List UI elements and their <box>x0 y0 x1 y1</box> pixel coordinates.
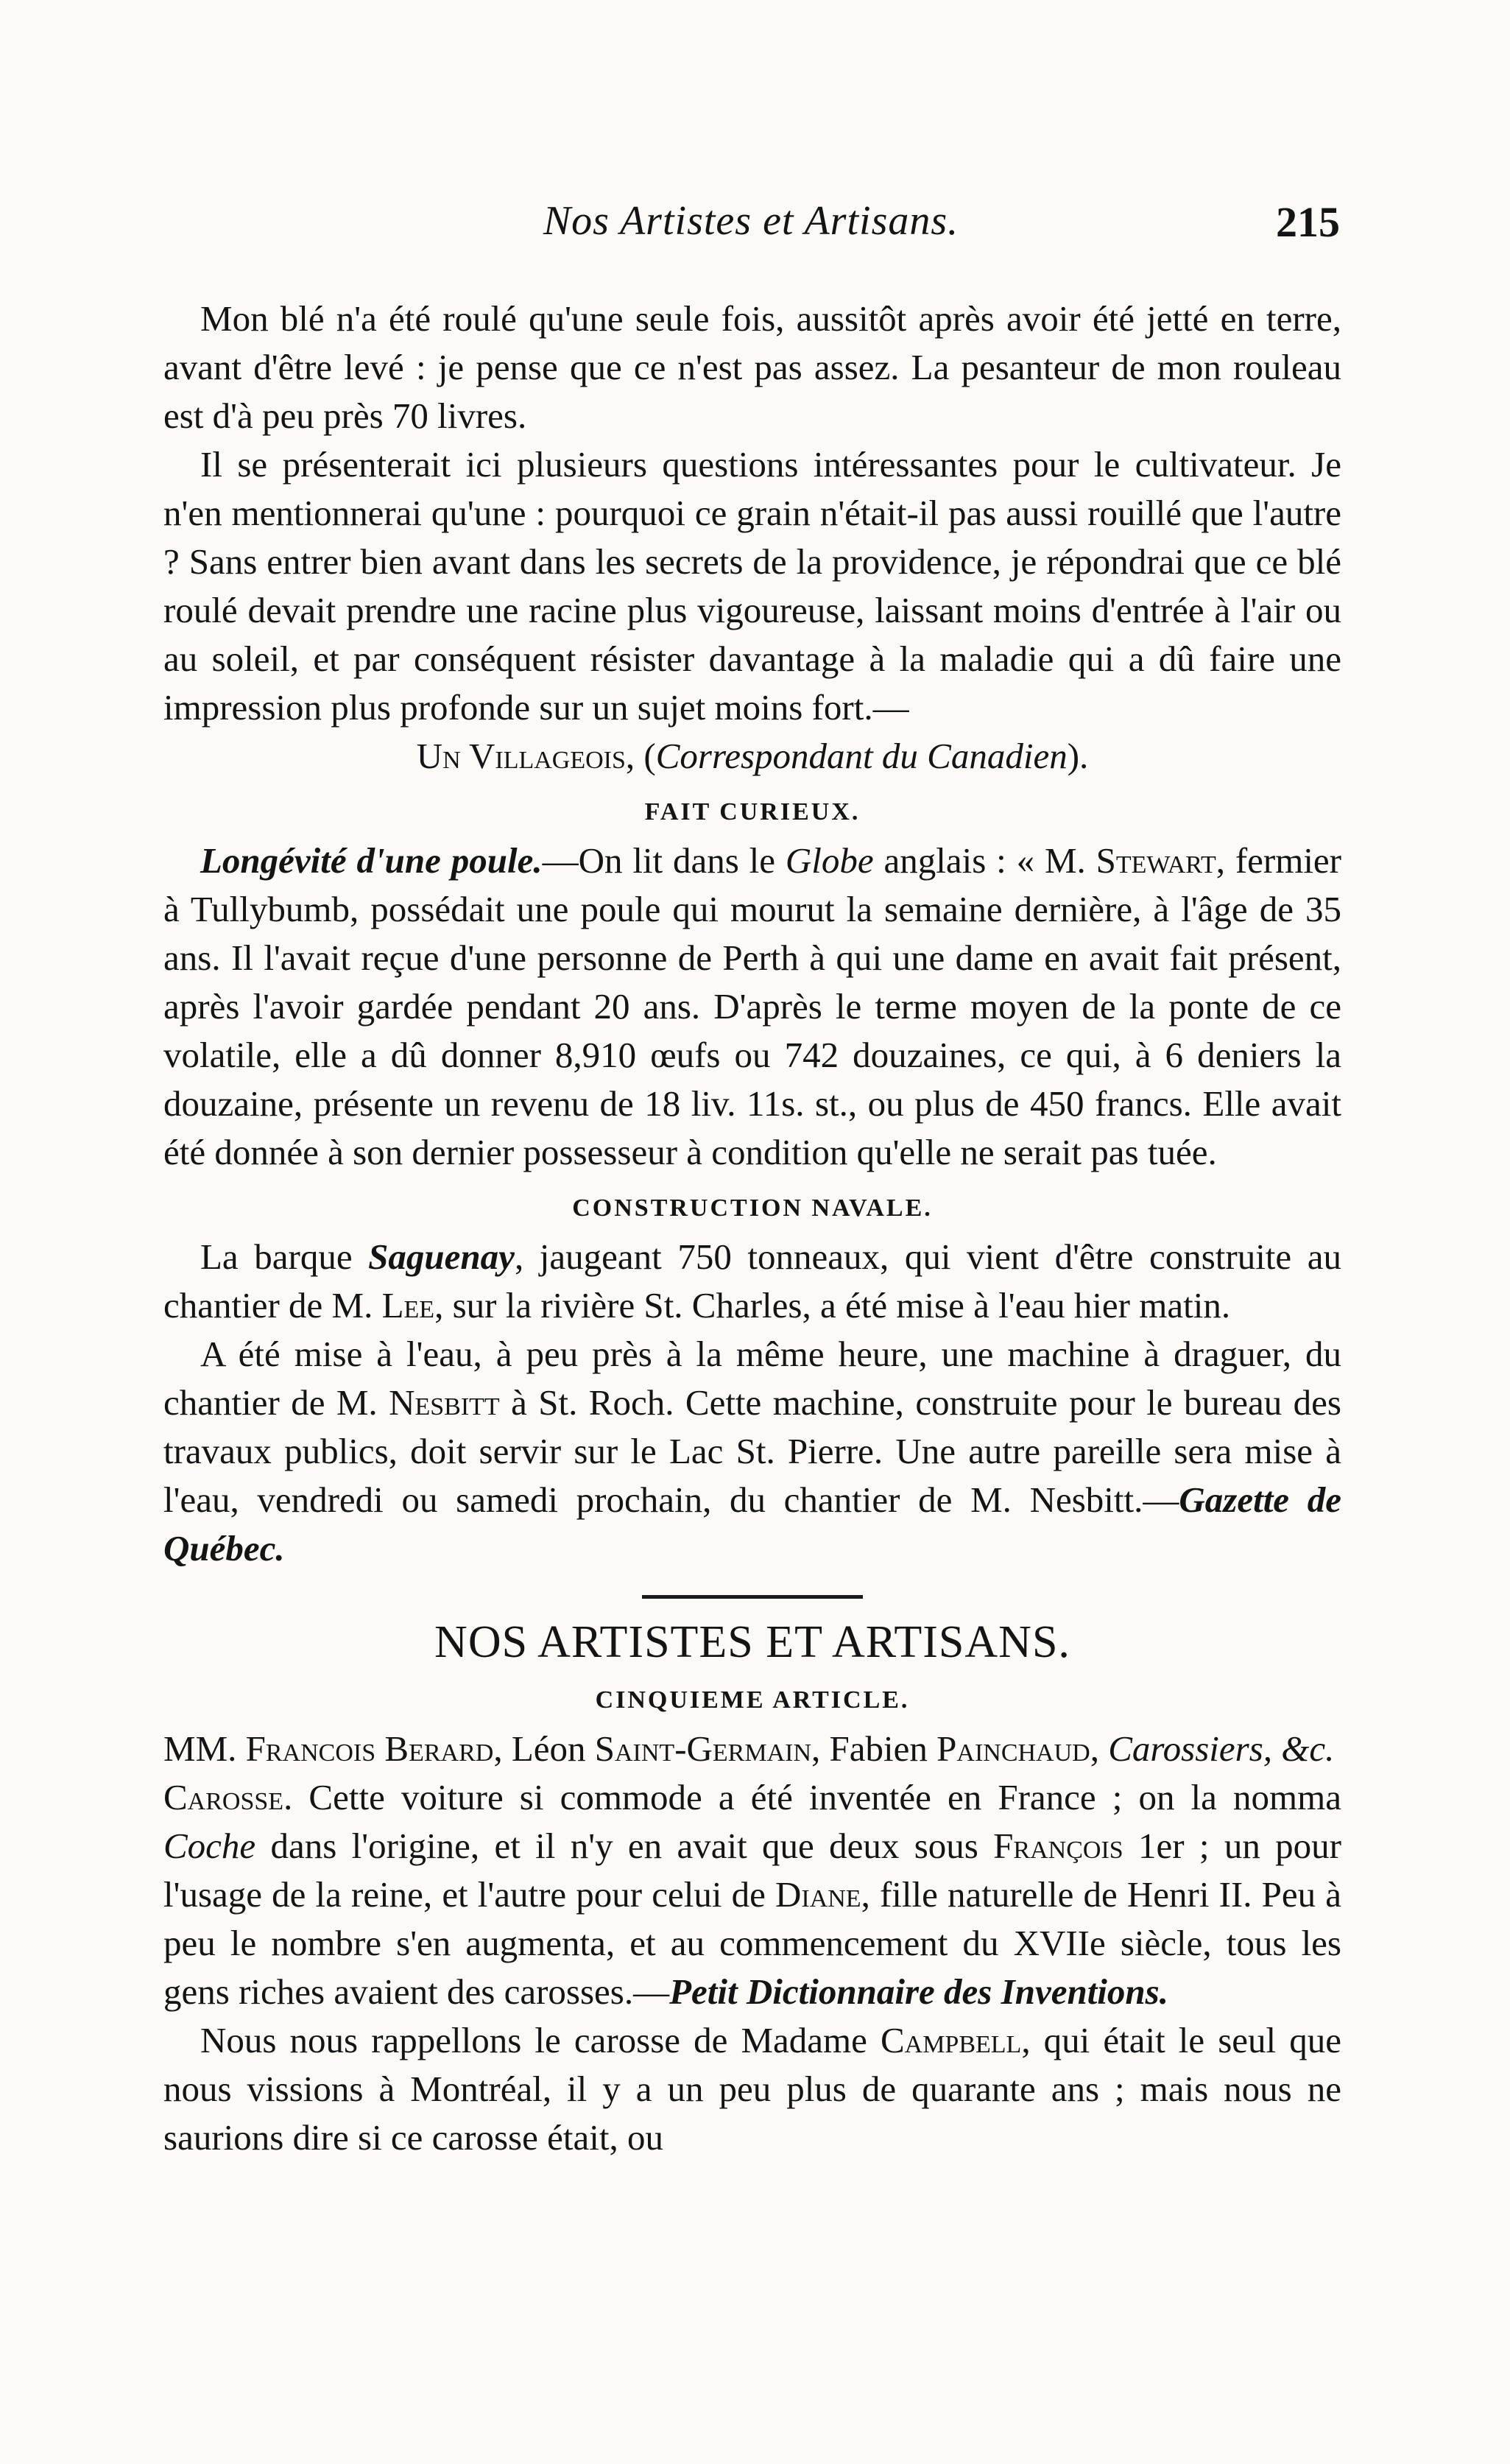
section-heading: CONSTRUCTION NAVALE. <box>572 1194 933 1222</box>
paragraph: Nous nous rappellons le carosse de Madame Campbell, qui était le seul que nous vissions à Montréal, il y a un peu plus de quarante ans ; mais nous ne saurions dire si ce carosse était, ou <box>163 2020 1342 2158</box>
source-name: Gazette de Québec. <box>163 1479 1341 1569</box>
page-body <box>163 295 1341 2162</box>
signature: Un Villageois, (Correspondant du Canadien). <box>416 736 1089 776</box>
entry-line: MM. Francois Berard, Léon Saint-Germain, Fabien Painchaud, Carossiers, &c. <box>163 1728 1335 1769</box>
page-header <box>162 197 1340 256</box>
article-lead: Longévité d'une poule. <box>200 840 543 881</box>
paragraph: A été mise à l'eau, à peu près à la même heure, une machine à draguer, du chantier de M. Nesbitt à St. Roch. Cette machine, construite pour le bureau des travaux publics, doit servir sur le Lac St. Pierre. Une autre pareille sera mise à l'eau, vendredi ou samedi prochain, du chantier de M. Nesbitt.—Gazette de Québec. <box>163 1334 1342 1569</box>
divider-rule <box>642 1595 863 1599</box>
paragraph: La barque Saguenay, jaugeant 750 tonneaux, qui vient d'être construite au chantier de M. Lee, sur la rivière St. Charles, a été mise à l'eau hier matin. <box>163 1236 1342 1326</box>
paragraph: Il se présenterait ici plusieurs questions intéressantes pour le cultivateur. Je n'en mentionnerai qu'une : pourquoi ce grain n'était-il pas aussi rouillé que l'autre ? Sans entrer bien avant dans les secrets de la providence, je répondrai que ce blé roulé devait prendre une racine plus vigoureuse, laissant moins d'entrée à l'air ou au soleil, et par conséquent résister davantage à la maladie qui a dû faire une impression plus profonde sur un sujet moins fort.— <box>163 444 1341 728</box>
author-name: Un Villageois, <box>416 736 635 776</box>
article-title: NOS ARTISTES ET ARTISANS. <box>434 1617 1070 1667</box>
paragraph: Carosse. Cette voiture si commode a été inventée en France ; on la nomma Coche dans l'origine, et il n'y en avait que deux sous François 1er ; un pour l'usage de la reine, et l'autre pour celui de Diane, fille naturelle de Henri II. Peu à peu le nombre s'en augmenta, et au commencement du XVIIe siècle, tous les gens riches avaient des carosses.—Petit Dictionnaire des Inventions. <box>163 1777 1341 2012</box>
article-subtitle: CINQUIEME ARTICLE. <box>595 1686 910 1714</box>
section-heading: FAIT CURIEUX. <box>644 798 861 826</box>
running-title: Nos Artistes et Artisans. <box>543 198 959 244</box>
paragraph: Mon blé n'a été roulé qu'une seule fois, aussitôt après avoir été jetté en terre, avant d'être levé : je pense que ce n'est pas assez. La pesanteur de mon rouleau est d'à peu près 70 livres. <box>163 298 1341 436</box>
source-name: Correspondant du Canadien <box>655 736 1068 776</box>
page-number: 215 <box>1276 198 1340 246</box>
source-name: Petit Dictionnaire des Inventions. <box>669 1971 1168 2012</box>
paragraph: Longévité d'une poule.—On lit dans le Globe anglais : « M. Stewart, fermier à Tullybumb, possédait une poule qui mourut la semaine dernière, à l'âge de 35 ans. Il l'avait reçue d'une personne de Perth à qui une dame en avait fait présent, après l'avoir gardée pendant 20 ans. D'après le terme moyen de la ponte de ce volatile, elle a dû donner 8,910 œufs ou 742 douzaines, ce qui, à 6 deniers la douzaine, présente un revenu de 18 liv. 11s. st., ou plus de 450 francs. Elle avait été donnée à son dernier possesseur à condition qu'elle ne serait pas tuée. <box>163 840 1341 1172</box>
